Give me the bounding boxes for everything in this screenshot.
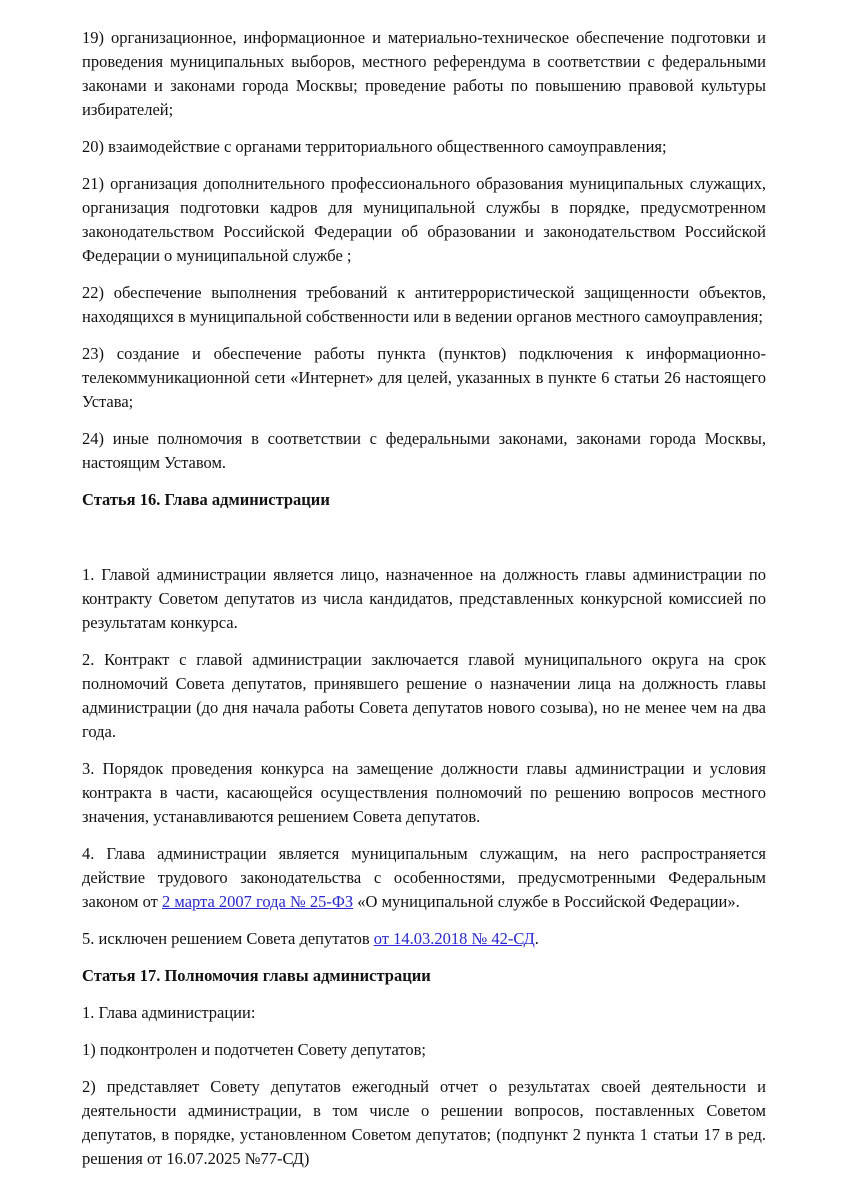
text-run: 5. исключен решением Совета депутатов <box>82 929 374 948</box>
text-run: 19) организационное, информационное и материально-техническое обеспечение подготовки и проведения муниципальных выборов, местного референдума в соответствии с федеральными законами и законами города Москвы; проведение работы по повышению правовой культуры избирателей; <box>82 28 766 119</box>
text-run: 3. Порядок проведения конкурса на замещение должности главы администрации и условия контракта в части, касающейся осуществления полномочий по решению вопросов местного значения, устанавливаются решением Совета депутатов. <box>82 759 766 826</box>
paragraph <box>82 648 766 744</box>
document-link[interactable]: 2 марта 2007 года № 25-ФЗ <box>161 892 354 911</box>
text-run: 1. Главой администрации является лицо, назначенное на должность главы администрации по контракту Советом депутатов из числа кандидатов, представленных конкурсной комиссией по результатам конкурса. <box>82 565 766 632</box>
paragraph <box>82 26 766 122</box>
text-run: 2) представляет Совету депутатов ежегодный отчет о результатах своей деятельности и деятельности администрации, в том числе о решении вопросов, поставленных Советом депутатов, в порядке, установленном Советом депутатов; (подпункт 2 пункта 1 статьи 17 в ред. решения от 16.07.2025 №77-СД) <box>82 1077 766 1168</box>
paragraph <box>82 842 766 914</box>
paragraph <box>82 342 766 414</box>
text-run: 23) создание и обеспечение работы пункта (пунктов) подключения к информационно-телекоммуникационной сети «Интернет» для целей, указанных в пункте 6 статьи 26 настоящего Устава; <box>82 344 766 411</box>
paragraph <box>82 281 766 329</box>
paragraph <box>82 927 766 951</box>
text-run: 1) подконтролен и подотчетен Совету депутатов; <box>82 1040 427 1059</box>
text-run: 24) иные полномочия в соответствии с федеральными законами, законами города Москвы, настоящим Уставом. <box>82 429 766 472</box>
text-run: 22) обеспечение выполнения требований к антитеррористической защищенности объектов, находящихся в муниципальной собственности или в ведении органов местного самоуправления; <box>82 283 766 326</box>
text-run: 4. Глава администрации является муниципальным служащим, на него распространяется действие трудового законодательства с особенностями, предусмотренными Федеральным законом от <box>82 844 766 911</box>
text-run: 21) организация дополнительного профессионального образования муниципальных служащих, организация подготовки кадров для муниципальной службы в порядке, предусмотренном законодательством Российской Федерации об образовании и законодательством Российской Федерации о муниципальной службе ; <box>82 174 766 265</box>
paragraph <box>82 1001 766 1025</box>
text-run: «О муниципальной службе в Российской Федерации». <box>353 892 740 911</box>
text-run: 2. Контракт с главой администрации заключается главой муниципального округа на срок полномочий Совета депутатов, принявшего решение о назначении лица на должность главы администрации (до дня начала работы Совета депутатов нового созыва), но не менее чем на два года. <box>82 650 766 741</box>
section-heading <box>82 488 766 512</box>
paragraph <box>82 1038 766 1062</box>
paragraph <box>82 135 766 159</box>
text-run: Статья 16. Глава администрации <box>82 490 330 509</box>
document-link[interactable]: от 14.03.2018 № 42-СД <box>373 929 535 948</box>
paragraph <box>82 1075 766 1171</box>
text-run: 1. Глава администрации: <box>82 1003 256 1022</box>
paragraph <box>82 563 766 635</box>
text-run: 20) взаимодействие с органами территориального общественного самоуправления; <box>82 137 667 156</box>
paragraph <box>82 172 766 268</box>
text-run: . <box>534 929 539 948</box>
text-run: Статья 17. Полномочия главы администрации <box>82 966 431 985</box>
section-heading <box>82 964 766 988</box>
paragraph <box>82 427 766 475</box>
paragraph <box>82 757 766 829</box>
paragraph-spacer <box>82 525 766 563</box>
